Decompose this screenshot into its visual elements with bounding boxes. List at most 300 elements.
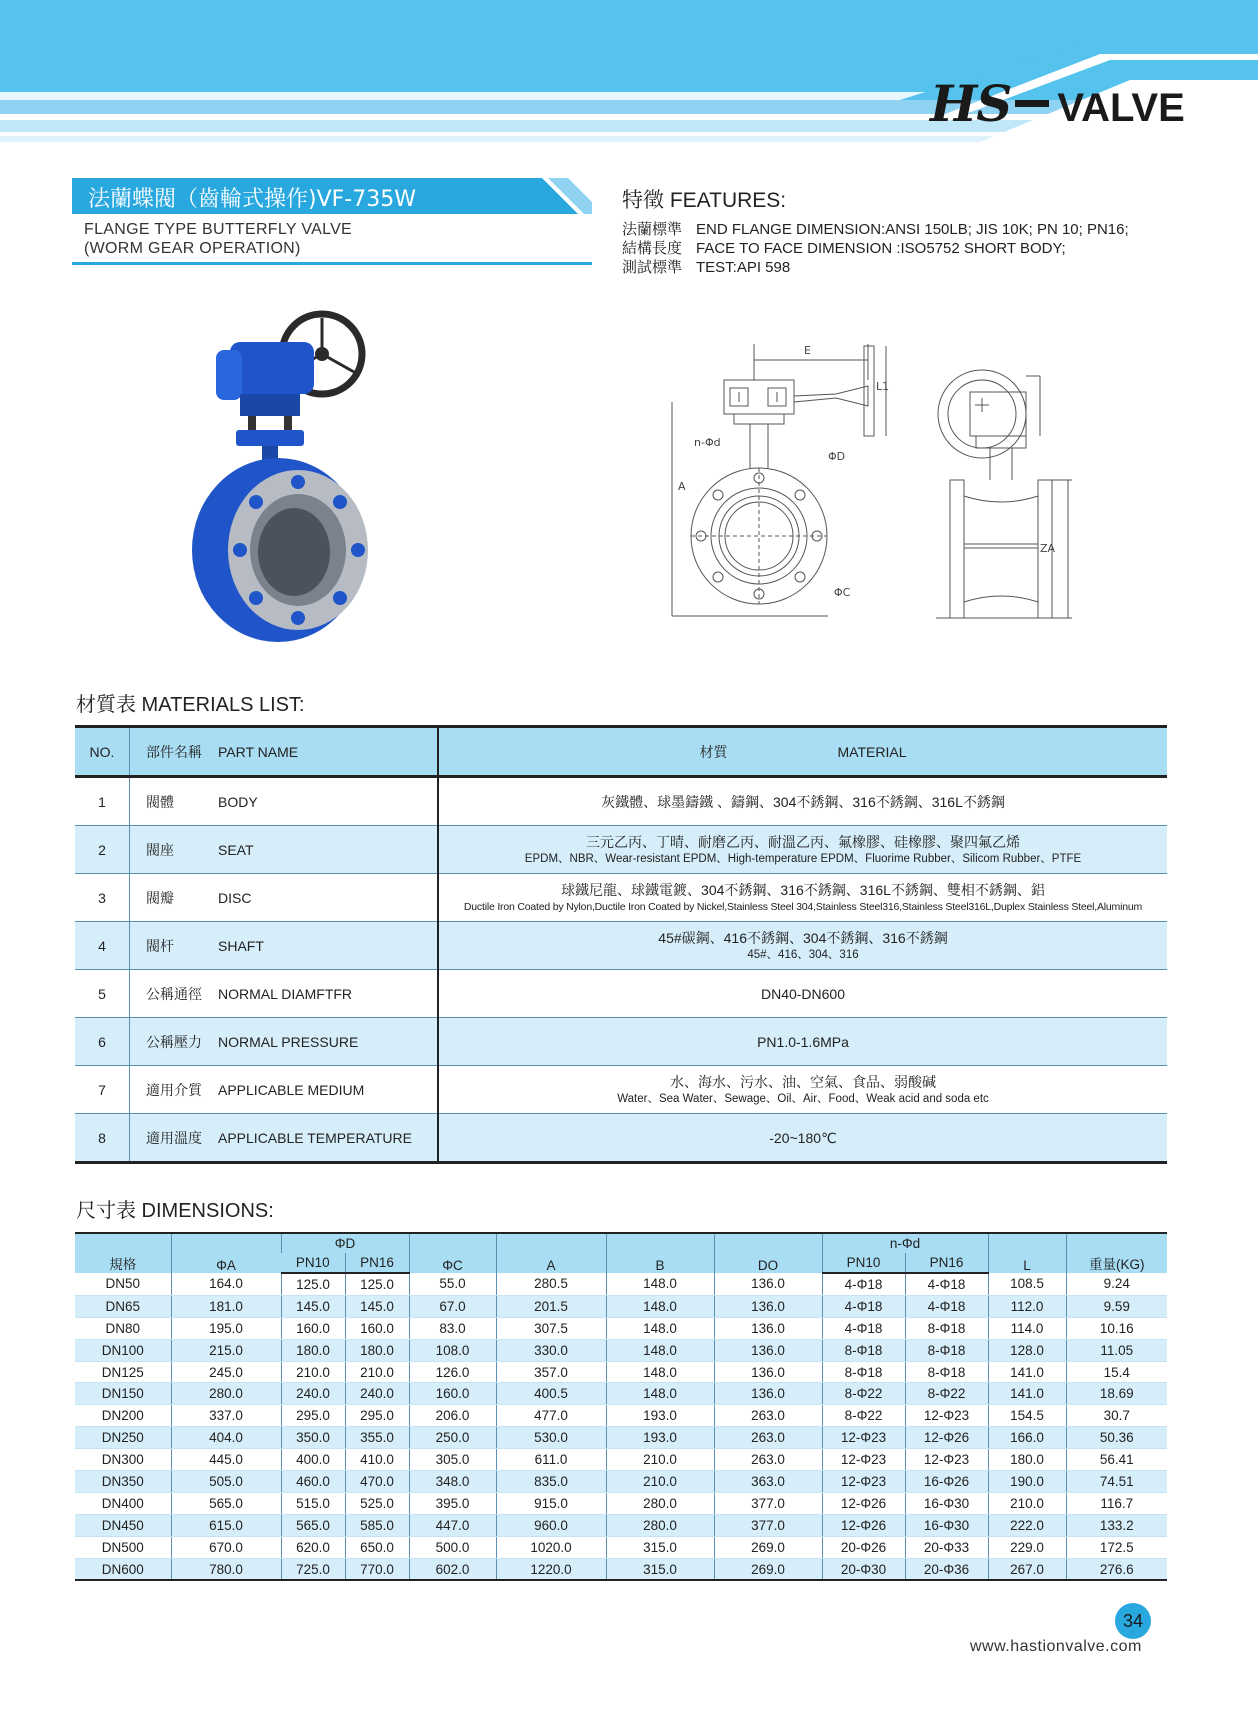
cell-size: DN200 (75, 1405, 171, 1427)
dimensions-row (75, 1273, 1167, 1295)
material-main: PN1.0-1.6MPa (757, 1033, 849, 1050)
header-nd-pn16: PN16 (905, 1253, 988, 1273)
row-part (130, 922, 439, 970)
cell-DO: 269.0 (714, 1558, 822, 1580)
row-no: 5 (75, 970, 130, 1018)
cell-weight: 9.24 (1066, 1273, 1167, 1295)
cell-phiD-pn10: 180.0 (281, 1339, 345, 1361)
cell-size: DN300 (75, 1449, 171, 1471)
cell-phiD-pn10: 240.0 (281, 1383, 345, 1405)
materials-table (75, 725, 1167, 1164)
cell-phiD-pn10: 725.0 (281, 1558, 345, 1580)
title-tab-slant (472, 178, 592, 214)
cell-weight: 15.4 (1066, 1361, 1167, 1383)
row-material (438, 922, 1167, 970)
materials-row (75, 970, 1167, 1018)
cell-A: 611.0 (496, 1449, 606, 1471)
row-part (130, 1114, 439, 1163)
cell-phiD-pn10: 565.0 (281, 1514, 345, 1536)
materials-row (75, 922, 1167, 970)
cell-phiD-pn10: 125.0 (281, 1273, 345, 1295)
materials-row (75, 1066, 1167, 1114)
dimensions-row (75, 1295, 1167, 1317)
cell-phiD-pn10: 295.0 (281, 1405, 345, 1427)
title-english-line1: FLANGE TYPE BUTTERFLY VALVE (84, 221, 353, 238)
feature-row (622, 258, 1242, 277)
features-heading: 特徵 FEATURES: (622, 189, 787, 212)
cell-L: 190.0 (988, 1471, 1066, 1493)
drawing-label-e: E (804, 344, 811, 357)
cell-B: 148.0 (606, 1317, 714, 1339)
feature-label-cn: 測試標準 (622, 259, 683, 276)
material-main: 灰鐵體、球墨鑄鐵 、鑄鋼、304不銹鋼、316不銹鋼、316L不銹鋼 (601, 793, 1005, 810)
cell-phiD-pn16: 770.0 (345, 1558, 409, 1580)
row-material (438, 1066, 1167, 1114)
cell-nd-pn16: 12-Φ23 (905, 1449, 988, 1471)
cell-phiD-pn10: 400.0 (281, 1449, 345, 1471)
cell-phiD-pn16: 585.0 (345, 1514, 409, 1536)
cell-A: 915.0 (496, 1492, 606, 1514)
cell-nd-pn10: 8-Φ22 (822, 1405, 905, 1427)
dimensions-row (75, 1317, 1167, 1339)
feature-row (622, 239, 1242, 258)
cell-phiD-pn16: 650.0 (345, 1536, 409, 1558)
title-english-line2: (WORM GEAR OPERATION) (84, 240, 301, 257)
cell-weight: 50.36 (1066, 1427, 1167, 1449)
cell-nd-pn16: 20-Φ33 (905, 1536, 988, 1558)
row-material (438, 826, 1167, 874)
product-title-block (72, 178, 592, 266)
part-cn: 閥瓣 (146, 889, 174, 906)
drawing-label-nd: n-Φd (694, 436, 721, 449)
cell-A: 477.0 (496, 1405, 606, 1427)
drawing-label-c: ΦC (834, 586, 851, 599)
row-material (438, 874, 1167, 922)
row-material (438, 1114, 1167, 1163)
part-en: SEAT (218, 841, 254, 858)
cell-phiA: 280.0 (171, 1383, 281, 1405)
cell-phiC: 305.0 (409, 1449, 496, 1471)
cell-A: 201.5 (496, 1295, 606, 1317)
part-cn: 適用溫度 (146, 1129, 202, 1146)
cell-phiA: 780.0 (171, 1558, 281, 1580)
cell-phiA: 505.0 (171, 1471, 281, 1493)
cell-nd-pn10: 8-Φ22 (822, 1383, 905, 1405)
cell-phiD-pn16: 295.0 (345, 1405, 409, 1427)
drawing-label-d: ΦD (828, 450, 846, 463)
cell-L: 210.0 (988, 1492, 1066, 1514)
dimensions-table (75, 1232, 1167, 1581)
cell-weight: 116.7 (1066, 1492, 1167, 1514)
cell-phiC: 83.0 (409, 1317, 496, 1339)
cell-phiC: 108.0 (409, 1339, 496, 1361)
material-sub: Water、Sea Water、Sewage、Oil、Air、Food、Weak acid and soda etc (617, 1092, 989, 1105)
cell-phiD-pn10: 515.0 (281, 1492, 345, 1514)
part-cn: 閥體 (146, 793, 174, 810)
cell-phiC: 602.0 (409, 1558, 496, 1580)
row-part (130, 970, 439, 1018)
dimensions-row (75, 1514, 1167, 1536)
cell-L: 141.0 (988, 1383, 1066, 1405)
part-en: NORMAL PRESSURE (218, 1033, 359, 1050)
dimensions-row (75, 1383, 1167, 1405)
cell-size: DN600 (75, 1558, 171, 1580)
cell-phiC: 348.0 (409, 1471, 496, 1493)
row-part (130, 1066, 439, 1114)
part-cn: 閥杆 (146, 937, 174, 954)
part-cn: 閥座 (146, 841, 174, 858)
cell-A: 280.5 (496, 1273, 606, 1295)
cell-size: DN150 (75, 1383, 171, 1405)
materials-row (75, 1018, 1167, 1066)
cell-nd-pn10: 4-Φ18 (822, 1317, 905, 1339)
feature-text: TEST:API 598 (696, 259, 791, 276)
part-cn: 公稱壓力 (146, 1033, 202, 1050)
dimensions-header-row (75, 1233, 1167, 1253)
cell-phiD-pn16: 470.0 (345, 1471, 409, 1493)
material-main: 45#碳鋼、416不銹鋼、304不銹鋼、316不銹鋼 (658, 929, 948, 946)
dimensions-row (75, 1492, 1167, 1514)
cell-nd-pn10: 12-Φ23 (822, 1471, 905, 1493)
header-no: NO. (75, 727, 130, 777)
cell-B: 315.0 (606, 1536, 714, 1558)
part-en: NORMAL DIAMFTFR (218, 985, 353, 1002)
cell-weight: 9.59 (1066, 1295, 1167, 1317)
header-part (130, 727, 439, 777)
cell-weight: 11.05 (1066, 1339, 1167, 1361)
feature-text: END FLANGE DIMENSION:ANSI 150LB; JIS 10K; PN 10; PN16; (696, 221, 1129, 238)
logo-hs: HS (930, 74, 1012, 133)
technical-drawing-front (668, 340, 898, 620)
cell-phiA: 181.0 (171, 1295, 281, 1317)
row-no: 3 (75, 874, 130, 922)
cell-phiA: 565.0 (171, 1492, 281, 1514)
header-phiD-pn10: PN10 (281, 1253, 345, 1273)
cell-phiC: 447.0 (409, 1514, 496, 1536)
dimensions-heading: 尺寸表 DIMENSIONS: (76, 1200, 274, 1222)
header-phiC: ΦC (409, 1233, 496, 1273)
cell-DO: 136.0 (714, 1383, 822, 1405)
cell-nd-pn16: 16-Φ30 (905, 1492, 988, 1514)
cell-weight: 10.16 (1066, 1317, 1167, 1339)
cell-weight: 18.69 (1066, 1383, 1167, 1405)
cell-DO: 136.0 (714, 1317, 822, 1339)
cell-size: DN450 (75, 1514, 171, 1536)
cell-phiD-pn16: 160.0 (345, 1317, 409, 1339)
feature-label-cn: 法蘭標準 (622, 221, 683, 238)
website-url: www.hastionvalve.com (970, 1638, 1142, 1655)
cell-B: 148.0 (606, 1339, 714, 1361)
cell-phiC: 67.0 (409, 1295, 496, 1317)
cell-phiC: 395.0 (409, 1492, 496, 1514)
cell-nd-pn10: 20-Φ30 (822, 1558, 905, 1580)
row-part (130, 826, 439, 874)
cell-A: 530.0 (496, 1427, 606, 1449)
cell-phiC: 250.0 (409, 1427, 496, 1449)
cell-nd-pn16: 8-Φ18 (905, 1317, 988, 1339)
row-no: 6 (75, 1018, 130, 1066)
material-main: DN40-DN600 (760, 985, 846, 1002)
row-part (130, 874, 439, 922)
cell-DO: 377.0 (714, 1492, 822, 1514)
cell-A: 835.0 (496, 1471, 606, 1493)
cell-nd-pn16: 12-Φ26 (905, 1427, 988, 1449)
cell-weight: 74.51 (1066, 1471, 1167, 1493)
page-number: 34 (1115, 1603, 1151, 1639)
cell-phiC: 160.0 (409, 1383, 496, 1405)
dimensions-row (75, 1361, 1167, 1383)
cell-phiA: 404.0 (171, 1427, 281, 1449)
cell-DO: 263.0 (714, 1427, 822, 1449)
cell-phiD-pn16: 180.0 (345, 1339, 409, 1361)
cell-nd-pn16: 16-Φ30 (905, 1514, 988, 1536)
cell-phiD-pn16: 240.0 (345, 1383, 409, 1405)
material-main: 球鐵尼龍、球鐵電鍍、304不銹鋼、316不銹鋼、316L不銹鋼、雙相不銹鋼、鋁 (561, 881, 1045, 898)
cell-A: 1020.0 (496, 1536, 606, 1558)
row-no: 4 (75, 922, 130, 970)
cell-weight: 30.7 (1066, 1405, 1167, 1427)
part-en: SHAFT (218, 937, 264, 954)
header-DO: DO (714, 1233, 822, 1273)
cell-weight: 56.41 (1066, 1449, 1167, 1471)
cell-L: 154.5 (988, 1405, 1066, 1427)
dimensions-row (75, 1405, 1167, 1427)
cell-DO: 363.0 (714, 1471, 822, 1493)
features-block (622, 184, 1242, 277)
cell-nd-pn16: 4-Φ18 (905, 1273, 988, 1295)
cell-nd-pn10: 12-Φ26 (822, 1492, 905, 1514)
cell-weight: 276.6 (1066, 1558, 1167, 1580)
part-en: APPLICABLE TEMPERATURE (218, 1129, 412, 1146)
cell-B: 210.0 (606, 1449, 714, 1471)
cell-phiC: 55.0 (409, 1273, 496, 1295)
cell-A: 960.0 (496, 1514, 606, 1536)
cell-DO: 263.0 (714, 1405, 822, 1427)
cell-size: DN125 (75, 1361, 171, 1383)
header-phiD-pn16: PN16 (345, 1253, 409, 1273)
cell-size: DN500 (75, 1536, 171, 1558)
cell-B: 193.0 (606, 1427, 714, 1449)
cell-L: 112.0 (988, 1295, 1066, 1317)
part-cn: 公稱通徑 (146, 985, 202, 1002)
material-sub: Ductile Iron Coated by Nylon,Ductile Iron Coated by Nickel,Stainless Steel 304,Stainless Steel316,Stainless Steel316L,Duplex Stainless Steel,Aluminum (463, 900, 1143, 913)
cell-A: 330.0 (496, 1339, 606, 1361)
cell-L: 128.0 (988, 1339, 1066, 1361)
cell-phiC: 500.0 (409, 1536, 496, 1558)
header-weight: 重量(KG) (1066, 1233, 1167, 1273)
cell-nd-pn10: 12-Φ26 (822, 1514, 905, 1536)
cell-nd-pn16: 8-Φ18 (905, 1339, 988, 1361)
materials-row (75, 826, 1167, 874)
cell-nd-pn16: 16-Φ26 (905, 1471, 988, 1493)
material-sub: EPDM、NBR、Wear-resistant EPDM、High-temperature EPDM、Fluorime Rubber、Silicom Rubber、PTFE (524, 852, 1082, 865)
part-cn: 適用介質 (146, 1081, 202, 1098)
header-material-cn: 材質 (699, 743, 728, 760)
cell-phiC: 126.0 (409, 1361, 496, 1383)
materials-row (75, 777, 1167, 826)
cell-B: 148.0 (606, 1295, 714, 1317)
cell-size: DN400 (75, 1492, 171, 1514)
header-material (438, 727, 1167, 777)
cell-size: DN50 (75, 1273, 171, 1295)
material-main: 三元乙丙、丁晴、耐磨乙丙、耐溫乙丙、氟橡膠、硅橡膠、聚四氟乙烯 (586, 833, 1020, 850)
cell-phiD-pn16: 410.0 (345, 1449, 409, 1471)
cell-nd-pn16: 8-Φ22 (905, 1383, 988, 1405)
row-material (438, 970, 1167, 1018)
cell-phiC: 206.0 (409, 1405, 496, 1427)
cell-phiD-pn10: 620.0 (281, 1536, 345, 1558)
material-main: -20~180℃ (769, 1129, 837, 1146)
header-nd-pn10: PN10 (822, 1253, 905, 1273)
material-main: 水、海水、污水、油、空氣、食品、弱酸碱 (670, 1073, 936, 1090)
dimensions-row (75, 1339, 1167, 1361)
row-no: 2 (75, 826, 130, 874)
row-no: 1 (75, 777, 130, 826)
cell-nd-pn16: 8-Φ18 (905, 1361, 988, 1383)
cell-size: DN250 (75, 1427, 171, 1449)
row-no: 8 (75, 1114, 130, 1163)
header-part-cn: 部件名稱 (146, 743, 202, 760)
cell-phiD-pn16: 145.0 (345, 1295, 409, 1317)
cell-phiD-pn16: 525.0 (345, 1492, 409, 1514)
dimensions-row (75, 1558, 1167, 1580)
header-B: B (606, 1233, 714, 1273)
row-material (438, 1018, 1167, 1066)
part-en: APPLICABLE MEDIUM (218, 1081, 365, 1098)
cell-B: 280.0 (606, 1514, 714, 1536)
cell-DO: 136.0 (714, 1361, 822, 1383)
cell-B: 280.0 (606, 1492, 714, 1514)
cell-phiD-pn16: 355.0 (345, 1427, 409, 1449)
cell-B: 148.0 (606, 1383, 714, 1405)
title-chinese: 法蘭蝶閥（齒輪式操作)VF-735W (88, 187, 416, 212)
cell-B: 148.0 (606, 1273, 714, 1295)
dimensions-body (75, 1273, 1167, 1580)
header-L: L (988, 1233, 1066, 1273)
cell-nd-pn16: 12-Φ23 (905, 1405, 988, 1427)
cell-L: 222.0 (988, 1514, 1066, 1536)
header-nd: n-Φd (822, 1233, 988, 1253)
cell-nd-pn10: 4-Φ18 (822, 1273, 905, 1295)
cell-B: 315.0 (606, 1558, 714, 1580)
dimensions-row (75, 1536, 1167, 1558)
cell-size: DN65 (75, 1295, 171, 1317)
feature-text: FACE TO FACE DIMENSION :ISO5752 SHORT BODY; (696, 240, 1066, 257)
header-part-en: PART NAME (218, 743, 299, 760)
cell-phiA: 195.0 (171, 1317, 281, 1339)
brand-logo (930, 74, 1185, 134)
drawing-label-a: A (678, 480, 686, 493)
cell-phiD-pn10: 160.0 (281, 1317, 345, 1339)
row-part (130, 1018, 439, 1066)
cell-L: 229.0 (988, 1536, 1066, 1558)
title-rule (72, 262, 592, 265)
feature-row (622, 220, 1242, 239)
cell-phiD-pn10: 460.0 (281, 1471, 345, 1493)
materials-heading: 材質表 MATERIALS LIST: (76, 694, 305, 716)
row-material (438, 777, 1167, 826)
drawing-label-l1: L1 (876, 380, 890, 393)
cell-DO: 136.0 (714, 1339, 822, 1361)
dimensions-row (75, 1471, 1167, 1493)
part-en: DISC (218, 889, 252, 906)
header-phiD: ΦD (281, 1233, 409, 1253)
technical-drawing-side (930, 368, 1080, 620)
cell-phiD-pn16: 210.0 (345, 1361, 409, 1383)
cell-phiA: 245.0 (171, 1361, 281, 1383)
row-part (130, 777, 439, 826)
dimensions-row (75, 1449, 1167, 1471)
cell-phiD-pn10: 145.0 (281, 1295, 345, 1317)
cell-nd-pn10: 8-Φ18 (822, 1339, 905, 1361)
cell-nd-pn16: 4-Φ18 (905, 1295, 988, 1317)
cell-phiD-pn10: 210.0 (281, 1361, 345, 1383)
cell-L: 141.0 (988, 1361, 1066, 1383)
cell-DO: 263.0 (714, 1449, 822, 1471)
logo-valve: VALVE (1057, 86, 1185, 130)
header-size: 規格 (75, 1233, 171, 1273)
part-en: BODY (218, 793, 258, 810)
cell-DO: 136.0 (714, 1273, 822, 1295)
cell-nd-pn10: 4-Φ18 (822, 1295, 905, 1317)
row-no: 7 (75, 1066, 130, 1114)
cell-nd-pn10: 12-Φ23 (822, 1449, 905, 1471)
cell-L: 180.0 (988, 1449, 1066, 1471)
title-english (84, 220, 352, 258)
drawing-label-za: ZA (1040, 542, 1056, 555)
cell-nd-pn16: 20-Φ36 (905, 1558, 988, 1580)
material-sub: 45#、416、304、316 (747, 948, 859, 961)
cell-phiA: 215.0 (171, 1339, 281, 1361)
cell-phiD-pn16: 125.0 (345, 1273, 409, 1295)
cell-A: 1220.0 (496, 1558, 606, 1580)
cell-A: 307.5 (496, 1317, 606, 1339)
logo-dash (1015, 100, 1049, 107)
cell-nd-pn10: 20-Φ26 (822, 1536, 905, 1558)
cell-phiD-pn10: 350.0 (281, 1427, 345, 1449)
cell-L: 267.0 (988, 1558, 1066, 1580)
cell-DO: 269.0 (714, 1536, 822, 1558)
materials-header-row (75, 727, 1167, 777)
cell-B: 210.0 (606, 1471, 714, 1493)
cell-weight: 133.2 (1066, 1514, 1167, 1536)
cell-size: DN350 (75, 1471, 171, 1493)
cell-A: 400.5 (496, 1383, 606, 1405)
header-material-en: MATERIAL (837, 743, 907, 760)
cell-size: DN80 (75, 1317, 171, 1339)
header-phiA: ΦA (171, 1233, 281, 1273)
cell-phiA: 164.0 (171, 1273, 281, 1295)
materials-row (75, 874, 1167, 922)
cell-nd-pn10: 8-Φ18 (822, 1361, 905, 1383)
materials-row (75, 1114, 1167, 1163)
header-A: A (496, 1233, 606, 1273)
cell-L: 114.0 (988, 1317, 1066, 1339)
cell-phiA: 337.0 (171, 1405, 281, 1427)
cell-DO: 136.0 (714, 1295, 822, 1317)
cell-phiA: 615.0 (171, 1514, 281, 1536)
cell-weight: 172.5 (1066, 1536, 1167, 1558)
dimensions-row (75, 1427, 1167, 1449)
cell-L: 108.5 (988, 1273, 1066, 1295)
butterfly-valve-photo (190, 310, 400, 650)
cell-size: DN100 (75, 1339, 171, 1361)
cell-B: 193.0 (606, 1405, 714, 1427)
cell-B: 148.0 (606, 1361, 714, 1383)
cell-A: 357.0 (496, 1361, 606, 1383)
cell-phiA: 445.0 (171, 1449, 281, 1471)
cell-phiA: 670.0 (171, 1536, 281, 1558)
